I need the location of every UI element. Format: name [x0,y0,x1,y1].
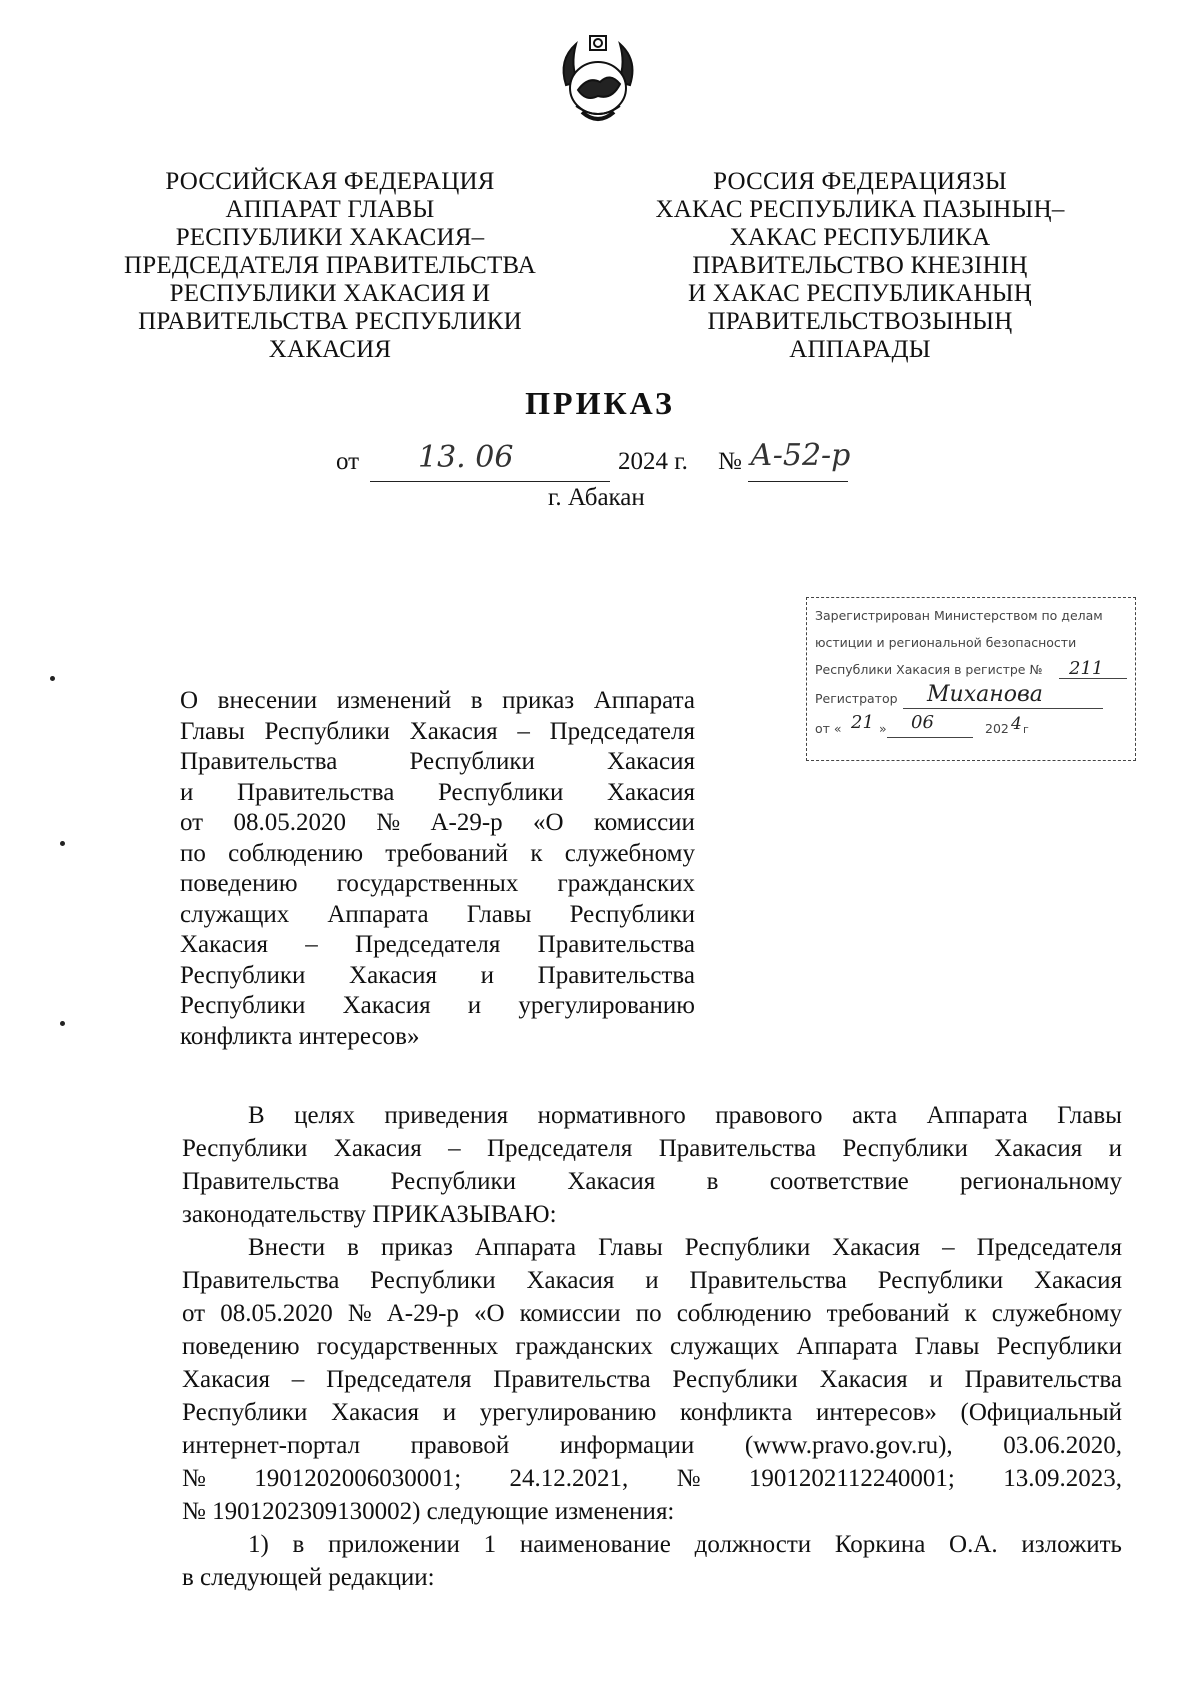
word: поведению [182,1333,300,1360]
header-line: ХАКАС РЕСПУБЛИКА [729,224,991,251]
word: – [448,1135,461,1162]
word: Правительства [180,748,338,775]
stamp-line-2: юстиции и региональной безопасности [815,635,1077,650]
word: законодательству ПРИКАЗЫВАЮ: [182,1201,557,1228]
word: соблюдению [676,1300,812,1327]
text-line [182,1165,1122,1198]
word: 03.06.2020, [1003,1432,1122,1459]
word: служебному [991,1300,1122,1327]
order-subject [180,686,695,1052]
word: приказ [380,1234,453,1261]
word: Аппарата [593,687,695,714]
word: – [517,717,530,745]
word: О [180,687,199,714]
scan-dot [50,676,55,681]
year-label: 2024 г. [618,448,688,475]
word: – [942,1234,955,1261]
word: приведения [384,1102,509,1129]
word: Хакасия [819,1366,908,1393]
word: Хакасия [607,748,695,775]
word: 1) [248,1531,269,1558]
word: Главы [1057,1102,1122,1129]
text-line [182,1297,1122,1330]
word: 24.12.2021, [509,1465,629,1492]
word: 08.05.2020 [220,1300,333,1327]
word: Хакасия [832,1234,921,1261]
word: комиссии [519,1300,621,1327]
word: изменений [336,687,452,714]
word: от [180,809,204,836]
word: Хакасия [333,1135,422,1162]
header-line: РОССИЯ ФЕДЕРАЦИЯЗЫ [713,168,1007,195]
word: конфликта интересов» [180,1022,420,1050]
word: приложении [328,1531,460,1558]
word: в [470,687,483,714]
word: Республики [264,717,390,745]
word: Республики [437,778,564,806]
word: Республики [877,1267,1004,1294]
word: Правительства [237,778,395,806]
text-line [180,717,695,748]
stamp-date-sep: » [879,721,887,736]
text-line [180,1022,695,1053]
word: от [182,1300,206,1327]
word: в следующей редакции: [182,1564,435,1591]
text-line [182,1330,1122,1363]
word: региональному [959,1168,1122,1195]
word: Республики [684,1234,811,1261]
text-line [182,1198,1122,1231]
word: в [706,1168,719,1195]
text-line [182,1396,1122,1429]
word: и [1108,1135,1122,1162]
word: гражданских [515,1333,653,1360]
word: Аппарата [926,1102,1028,1129]
word: служащих [669,1333,780,1360]
word: Хакасия [994,1135,1083,1162]
text-line [182,1561,1122,1594]
word: Правительства [182,1267,340,1294]
word: Главы [598,1234,663,1261]
number-underline [748,481,848,482]
header-line: ХАКАСИЯ [268,336,392,363]
word: государственных [316,1333,499,1360]
stamp-registrar-underline [903,708,1103,709]
header-line: ХАКАС РЕСПУБЛИКА ПАЗЫНЫҢ– [655,196,1065,223]
header-line: АППАРАДЫ [789,336,931,363]
scan-dot [60,841,65,846]
word: Коркина [834,1531,926,1558]
word: и [929,1366,943,1393]
word: по [635,1300,662,1327]
word: поведению [180,870,298,897]
word: Республики [370,1267,496,1294]
word: Главы [914,1333,980,1360]
stamp-year-hand: 4 [1011,714,1022,734]
word: внесении [217,687,318,714]
word: в [347,1234,359,1261]
word: по [180,839,206,867]
text-line [180,808,695,839]
word: «О [533,809,564,836]
word: изложить [1021,1531,1122,1558]
word: и [442,1399,457,1426]
stamp-registrar-signature: Миханова [927,682,1043,707]
header-line: РЕСПУБЛИКИ ХАКАСИЯ И [169,280,491,307]
word: А-29-р [386,1300,459,1327]
word: Хакасия [342,992,431,1019]
header-line: ПРАВИТЕЛЬСТВА РЕСПУБЛИКИ [138,308,522,335]
word: № 1901202309130002) следующие изменения: [182,1498,675,1525]
word: и [467,992,482,1019]
word: 1901202112240001; [748,1465,955,1492]
header-line: ПРАВИТЕЛЬСТВО КНЕЗIНIҢ [692,252,1028,279]
handwritten-number: А-52-р [750,438,851,473]
word: Правительства [658,1135,817,1162]
header-line: ПРЕДСЕДАТЕЛЯ ПРАВИТЕЛЬСТВА [124,252,536,279]
word: требований [826,1300,950,1327]
word: Правительства [493,1366,651,1393]
word: Аппарата [327,900,429,928]
word: № [376,809,401,836]
word: в [292,1531,305,1558]
text-line [182,1231,1122,1264]
word: Хакасия [182,1366,270,1393]
word: Республики [672,1366,798,1393]
word: Хакасия [606,778,695,806]
text-line [180,778,695,809]
word: № [182,1465,206,1492]
word: А-29-р [430,809,503,836]
word: требований [385,839,509,867]
word: Республики [182,1399,308,1426]
word: Правительства [182,1168,340,1195]
word: Правительства [537,931,695,958]
stamp-reg-number: 211 [1069,658,1104,679]
header-right-block [640,168,1080,364]
word: Республики [842,1135,968,1162]
stamp-date-month: 06 [911,712,934,733]
text-line [180,869,695,900]
word: должности [694,1531,812,1558]
document-title: ПРИКАЗ [525,385,675,421]
scan-dot [60,1021,65,1026]
word: комиссии [593,809,695,836]
word: наименование [519,1531,671,1558]
stamp-date-prefix: от « [815,721,842,736]
text-line [182,1495,1122,1528]
word: служебному [564,839,695,867]
word: Председателя [487,1135,633,1162]
number-label: № [718,448,742,475]
word: соблюдению [228,839,363,867]
word: Республики [569,900,695,928]
word: к [530,839,543,867]
word: Республики [409,748,535,775]
word: О.А. [949,1531,998,1558]
header-left-block [110,168,550,364]
stamp-date-day: 21 [851,712,874,733]
word: Хакасия [526,1267,615,1294]
word: Республики [180,992,306,1019]
stamp-line-3: Республики Хакасия в регистре № [815,662,1043,677]
word: и [180,778,194,806]
word: В [248,1102,265,1129]
word: акта [851,1102,898,1129]
word: Председателя [549,717,695,745]
word: информации [559,1432,695,1459]
word: Внести [248,1234,326,1261]
word: интересов» [815,1399,937,1426]
word: правовой [410,1432,510,1459]
word: Хакасия [567,1168,656,1195]
stamp-year-suffix: г [1023,723,1029,736]
header-line: РОССИЙСКАЯ ФЕДЕРАЦИЯ [165,168,495,195]
word: интернет-портал [182,1432,361,1459]
word: Правительства [964,1366,1122,1393]
word: и [480,961,495,989]
word: Республики [996,1333,1122,1360]
coat-of-arms-emblem [548,30,648,130]
word: Хакасия [331,1399,420,1426]
word: и [645,1267,659,1294]
word: к [964,1300,977,1327]
text-line [182,1528,1122,1561]
date-number-line [336,438,896,482]
word: 13.09.2023, [1003,1465,1122,1492]
word: Председателя [326,1366,472,1393]
word: № [347,1300,372,1327]
header-line: АППАРАТ ГЛАВЫ [225,196,435,223]
word: Хакасия [1033,1267,1122,1294]
handwritten-date: 13. 06 [418,440,514,475]
word: соответствие [769,1168,909,1195]
word: Республики [180,961,306,989]
text-line [180,961,695,992]
header-line: РЕСПУБЛИКИ ХАКАСИЯ– [175,224,485,251]
word: Хакасия [409,717,498,745]
word: № [676,1465,701,1492]
text-line [182,1264,1122,1297]
word: целях [294,1102,356,1129]
date-underline [370,481,610,482]
word: Аппарата [474,1234,577,1261]
word: Хакасия [180,931,268,958]
word: «О [474,1300,505,1327]
word: Аппарата [796,1333,898,1360]
word: гражданских [557,870,695,897]
word: урегулированию [479,1399,657,1426]
word: Республики [390,1168,517,1195]
text-line [180,839,695,870]
word: Хакасия [349,961,438,989]
text-line [180,747,695,778]
word: правового [715,1102,823,1129]
from-label: от [336,448,360,475]
word: 08.05.2020 [233,809,346,836]
word: Правительства [689,1267,847,1294]
word: 1901202006030001; [254,1465,462,1492]
word: Правительства [537,961,695,989]
word: служащих [180,900,290,928]
text-line [182,1132,1122,1165]
text-line [180,930,695,961]
word: конфликта [680,1399,793,1426]
word: Главы [180,717,245,745]
word: – [291,1366,305,1393]
stamp-year-prefix: 202 [985,721,1009,736]
word: приказ [502,687,575,714]
word: Председателя [355,931,501,958]
word: – [305,931,318,958]
stamp-line-1: Зарегистрирован Министерством по делам [815,608,1103,623]
text-line [182,1363,1122,1396]
word: государственных [336,870,519,897]
word: нормативного [537,1102,686,1129]
word: Республики [182,1135,308,1162]
text-line [180,686,695,717]
text-line [182,1429,1122,1462]
word: 1 [483,1531,497,1558]
registration-stamp [806,597,1136,761]
word: Главы [466,900,532,928]
city-label: г. Абакан [548,484,645,511]
header-line: И ХАКАС РЕСПУБЛИКАНЫҢ [687,280,1032,307]
word: Председателя [976,1234,1122,1261]
word: (www.pravo.gov.ru), [744,1432,953,1459]
stamp-registrar-label: Регистратор [815,691,898,706]
header-line: ПРАВИТЕЛЬСТВОЗЫНЫҢ [707,308,1013,335]
stamp-month-underline [887,737,973,738]
text-line [182,1462,1122,1495]
text-line [180,991,695,1022]
order-body [182,1099,1122,1594]
text-line [182,1099,1122,1132]
word: урегулированию [518,992,695,1019]
word: (Официальный [960,1399,1122,1426]
text-line [180,900,695,931]
